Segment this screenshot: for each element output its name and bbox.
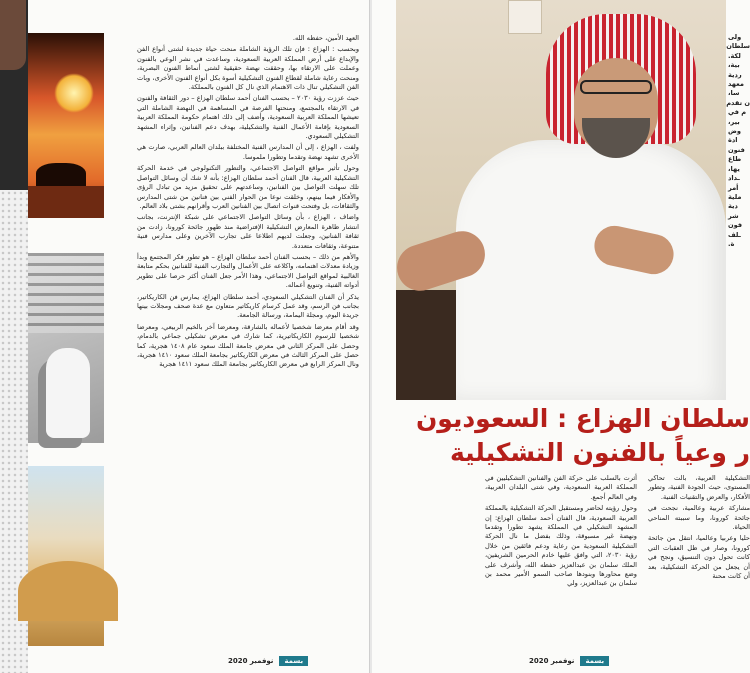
paragraph: والأهم من ذلك – بحسب الفنان أحمد سلطان الهزاع – هو تطور فكر المجتمع وبدأ وزيادة معدلات اهتمامه، واكلاعه على الأعمال والتجارب الفنية للفنانين بحكم متابعة الغالبية لمواقع التواصل الاجتماعي، وهذا الأمر جعل الفنان أكثر حرصا على تطوير أدواته الفنية، وتنويع أعماله. — [137, 252, 359, 290]
adjacent-photo-subject — [0, 0, 26, 70]
cut-line: ملية — [728, 192, 742, 201]
cut-line: وض — [728, 127, 741, 136]
paragraph: يذكر أن الفنان التشكيلي السعودي، أحمد سلطان الهزاع، يمارس فن الكاريكاتير، بجانب فن الرسم، وقد عمل كرسام كاريكاتير متعاون مع عدة صحف ومجلات بينها جريدة اليوم، ومجلة اليمامة، ورسالة الجامعة. — [137, 292, 359, 320]
cut-line: شر — [728, 211, 739, 220]
left-magazine-page — [28, 0, 370, 673]
paragraph: مشاركة عربية وعالمية، نجحت في جائحة كورونا، وما سببته المناحي الحياة. — [648, 504, 750, 532]
issue-date: نوفمبر 2020 — [529, 657, 575, 665]
white-thobe — [456, 140, 726, 400]
page-footer — [228, 656, 308, 666]
article-headline — [415, 402, 750, 470]
cut-line: أمر — [728, 183, 739, 192]
wall-switch — [508, 0, 542, 34]
headline-line-2: ر وعياً بالفنون التشكيلية — [450, 438, 750, 467]
paragraph: وحول رؤيته لحاضر ومستقبل الحركة التشكيلية بالمملكة العربية السعودية، قال الفنان أحمد سلطان الهزاع: إن المشهد التشكيلي في المملكة يشهد تطورا وتقدما ونهضة غير مسبوقة، وذلك بفضل ما نال الحركة التشكيلية السعودية من رعاية ودعم فائقين من خلال رؤية ٢٠٣٠، التي وافق عليها خادم الحرمين الشريفين، الملك سلمان بن عبدالعزيز حفظه الله، وأشرف على وضع محاورها وبنودها صاحب السمو الأمير محمد بن سلمان بن عبدالعزيز، ولي — [485, 504, 637, 588]
cut-line: م في — [728, 108, 747, 117]
paragraph: ولفت ، الهزاع ، إلى أن المدارس الفنية المختلفة ببلدان العالم العربي، صارت هي الأخرى تشهد نهضة وتقدما وتطورا ملموسا. — [137, 143, 359, 161]
paragraph: وحول تأثير مواقع التواصل الاجتماعي، والتطور التكنولوجي في خدمة الحركة التشكيلية العربية، قال الفنان أحمد سلطان الهزاع: بأنه لا شك أن وسائل التواصل تلك سهلت التواصل بين الفنانين، وساعدتهم على تحقيق مزيد من تبادل الرؤى والأفكار فيما بينهم، وخلقت نوعا من الحوار الفني بين فنانين من شتى المدارس والثقافات، بل وفتحت قنوات اتصال بين الفنانين العرب وأقرانهم بشتى بلاد العالم. — [137, 164, 359, 210]
cut-line: معهد — [728, 80, 744, 89]
cut-line: سلطان — [726, 42, 750, 51]
cut-line: لكة. — [728, 51, 741, 60]
cut-line: بير، — [728, 117, 740, 126]
painting-sand — [28, 186, 104, 218]
cut-line: ادة — [728, 136, 738, 145]
paragraph: وقد أقام معرضا شخصيا لأعماله بالشارقة، ومعرضا آخر بالخيم الربيعي، ومعرضا شخصيا للرسوم الكاريكاتيرية، كما شارك في معرض تشكيلي جماعي بالدمام، وحصل على المركز الثاني في معرض جامعة الملك سعود عام ١٤٠٨ هجرية، كما حصل على المركز الثالث في معرض الكاريكاتير بجامعة الملك سعود ١٤١٠ هجرية، ونال المركز الرابع في معرض الكاريكاتير بجامعة الملك سعود ١٤١١ هجرية — [137, 322, 359, 369]
paragraph: حليا وعربيا وعالميا، انتقل من جائحة كورونا، وصار في ظل العقبات التي كانت تحول دون التنسيق، ونجح في أن يجعل من الحركة التشكيلية، بعد أن كانت محنة — [648, 534, 750, 581]
cut-line: فون — [728, 221, 743, 230]
artist-portrait-photo — [396, 0, 726, 392]
cut-line: ولى — [728, 33, 742, 41]
painting-dune — [18, 561, 118, 621]
paragraph: واضاف ، الهزاع ، بأن وسائل التواصل الاجتماعي على شبكة الإنترنت، بجانب انتشار ظاهرة المعارض التشكيلية الإفتراضية منذ ظهور جائحة كورونا، زادت من ثقافة الفنانين، وجعلت لديهم اطلاعا على تجارب الآخرين وعلى مدارس فنية متنوعة، وثقافات متعددة. — [137, 213, 359, 250]
painting-desert-sunset — [28, 33, 104, 218]
page-footer — [529, 656, 609, 666]
adjacent-page-edge — [0, 0, 28, 673]
cut-line: ن تقدم — [726, 98, 750, 107]
paragraph: حيث عززت رؤية ٢٠٣٠ – بحسب الفنان أحمد سلطان الهزاع – دور الثقافة والفنون في الارتقاء بالمجتمع، ومنحتها الفرصة في المساهمة في النهضة الشاملة التي تعيشها المملكة العربية السعودية، وأضف إلى ذلك اهتمام حكومة المملكة العربية السعودية بإقامة الأعمال الفنية والتشكيلية، بهدف دعم الفنانين، وإثراء المشهد التشكيلي السعودي. — [137, 94, 359, 141]
eyeglasses — [580, 80, 652, 94]
paragraph: التشكيلية العربية، بالت تحاكي المستوى، حيث الجودة الفنية، وتطور الأفكار، والعرض والتقنيات الفنية. — [648, 474, 750, 501]
paragraph: وبحسب : الهزاع : فإن تلك الرؤية الشاملة منحت حياة جديدة لشتى أنواع الفن والإبداع على أرض المملكة العربية السعودية، وساعدت في نشر الوعي بالفنون وعملت على الارتقاء بها، وحققت نهضة حقيقية لشتى أنماط الفنون البصرية، ومنحت رعاية شاملة لقطاع الفنون التشكيلية أسوة بكل أنواع الفنون الأخرى، وبات الفن التشكيلي تنال ذات الاهتمام الذي نال كل الفنون بالمملكة. — [137, 45, 359, 92]
cut-line: طاع — [728, 155, 742, 164]
cut-line: دية — [728, 202, 738, 211]
cut-line: فنون — [728, 145, 745, 154]
cut-off-text-column — [728, 33, 750, 378]
magazine-logo: بسمة — [279, 656, 308, 666]
magazine-logo: بسمة — [580, 656, 609, 666]
painting-bars — [28, 253, 104, 333]
painting-victory-hand — [28, 253, 104, 443]
cut-line: ـداد — [728, 174, 740, 183]
cut-line: ردية — [728, 70, 742, 79]
issue-date: نوفمبر 2020 — [228, 657, 274, 665]
article-column-right-1 — [485, 474, 637, 650]
painting-sun — [54, 73, 94, 113]
cut-line: بية، — [728, 61, 740, 70]
article-column-right-2 — [648, 474, 750, 650]
painting-hand — [46, 348, 90, 438]
cut-line: يها، — [728, 164, 740, 173]
cut-line: سا، — [728, 89, 740, 98]
headline-line-1: سلطان الهزاع : السعوديون — [415, 404, 750, 433]
article-column-left — [137, 34, 359, 652]
right-magazine-page — [372, 0, 750, 673]
cut-line: ة. — [728, 239, 735, 248]
paragraph: العهد الأمين، حفظه الله. — [292, 34, 359, 42]
paragraph: أثرت بالسلب على حركة الفن والفنانين التشكيليين في المملكة العربية السعودية، وفي شتى البلدان العربية، وفي العالم أجمع. — [485, 474, 637, 501]
painting-desert-dunes — [28, 466, 104, 646]
cut-line: ـلف — [728, 230, 741, 239]
